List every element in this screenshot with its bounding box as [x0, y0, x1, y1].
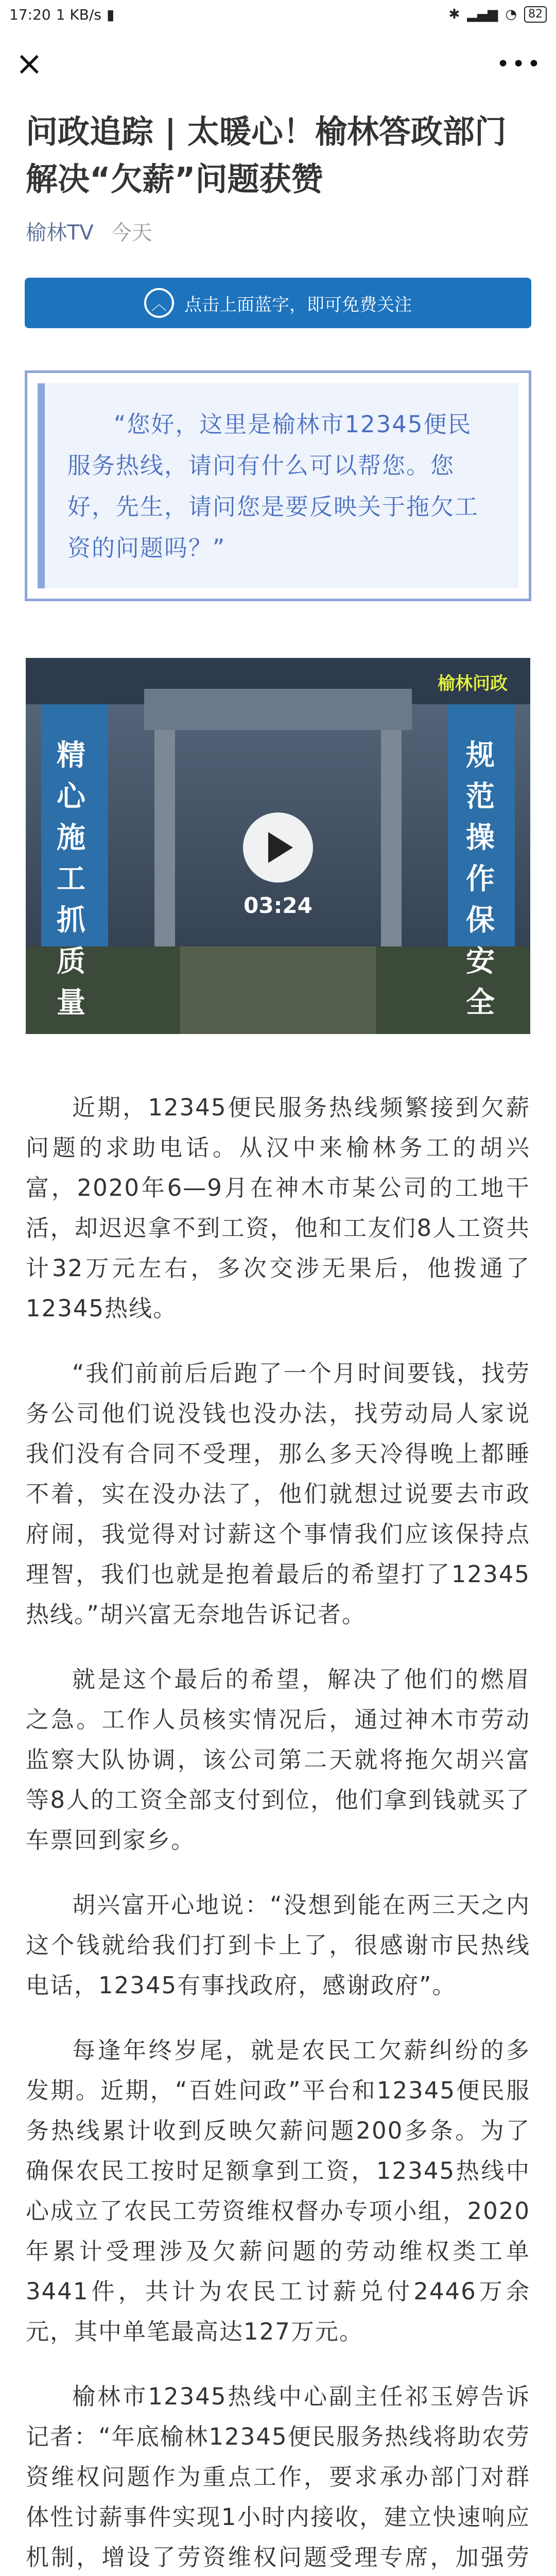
battery-icon: 82 [524, 6, 547, 23]
article [0, 108, 556, 2576]
paragraph: 胡兴富开心地说：“没想到能在两三天之内这个钱就给我们打到卡上了，很感谢市民热线电话，12345有事找政府，感谢政府”。 [26, 1891, 530, 1999]
wifi-icon: ◔ [505, 7, 517, 22]
video-duration: 03:24 [244, 893, 312, 918]
close-icon[interactable]: × [15, 45, 43, 83]
follow-text: 点击上面蓝字，即可免费关注 [184, 294, 412, 315]
status-network-speed: 1 KB/s [56, 6, 102, 23]
publish-date: 今天 [111, 221, 152, 245]
top-nav [0, 29, 556, 99]
follow-banner[interactable] [25, 278, 531, 328]
chevron-up-icon: ︿ [144, 288, 174, 318]
notification-icon: ▮ [107, 6, 115, 23]
paragraph: 近期，12345便民服务热线频繁接到欠薪问题的求助电话。从汉中来榆林务工的胡兴富，2020年6—9月在神木市某公司的工地干活，却迟迟拿不到工资，他和工友们8人工资共计32万元左右，多次交涉无果后，他拨通了12345热线。 [26, 1094, 530, 1322]
paragraph: “我们前前后后跑了一个月时间要钱，找劳务公司他们说没钱也没办法，找劳动局人家说我们没有合同不受理，那么多天冷得晚上都睡不着，实在没办法了，他们就想过说要去市政府闹，我觉得对讨薪这个事情我们应该保持点理智，我们也就是抱着最后的希望打了12345热线。”胡兴富无奈地告诉记者。 [26, 1360, 530, 1628]
status-time: 17:20 [9, 6, 51, 23]
video-banner-right: 规范操作保安全 [466, 739, 495, 1020]
play-icon [268, 832, 293, 863]
paragraph: 榆林市12345热线中心副主任祁玉婷告诉记者：“年底榆林12345便民服务热线将助农劳资维权问题作为重点工作，要求承办部门对群体性讨薪事件实现1小时内接收，建立快速响应机制，增设了劳资维权问题受理专席，加强劳 [26, 2383, 530, 2571]
play-button[interactable] [243, 812, 313, 883]
paragraph: 就是这个最后的希望，解决了他们的燃眉之急。工作人员核实情况后，通过神木市劳动监察大队协调，该公司第二天就将拖欠胡兴富等8人的工资全部支付到位，他们拿到钱就买了车票回到家乡。 [26, 1666, 530, 1854]
quote-card [25, 370, 531, 601]
status-bar [0, 0, 556, 29]
article-title: 问政追踪 | 太暖心！榆林答政部门解决“欠薪”问题获赞 [26, 113, 507, 198]
signal-icon: ▂▄▆ [467, 7, 498, 22]
quote-text: “您好，这里是榆林市12345便民服务热线，请问有什么可以帮您。您好，先生，请问您是要反映关于拖欠工资的问题吗？” [38, 383, 518, 588]
bluetooth-icon: ✱ [448, 7, 460, 22]
video-banner-left: 精心施工抓质量 [57, 739, 85, 1020]
author-link[interactable]: 榆林TV [26, 221, 94, 245]
video-player[interactable] [26, 658, 530, 1034]
paragraph: 每逢年终岁尾，就是农民工欠薪纠纷的多发期。近期，“百姓问政”平台和12345便民服务热线累计收到反映欠薪问题200多条。为了确保农民工按时足额拿到工资，12345热线中心成立了农民工劳资维权督办专项小组，2020年累计受理涉及欠薪问题的劳动维权类工单3441件，共计为农民工讨薪兑付2446万余元，其中单笔最高达127万元。 [26, 2037, 530, 2345]
video-logo: 榆林问政 [438, 673, 508, 694]
article-meta [26, 216, 530, 246]
more-options-icon[interactable]: ••• [496, 50, 543, 77]
